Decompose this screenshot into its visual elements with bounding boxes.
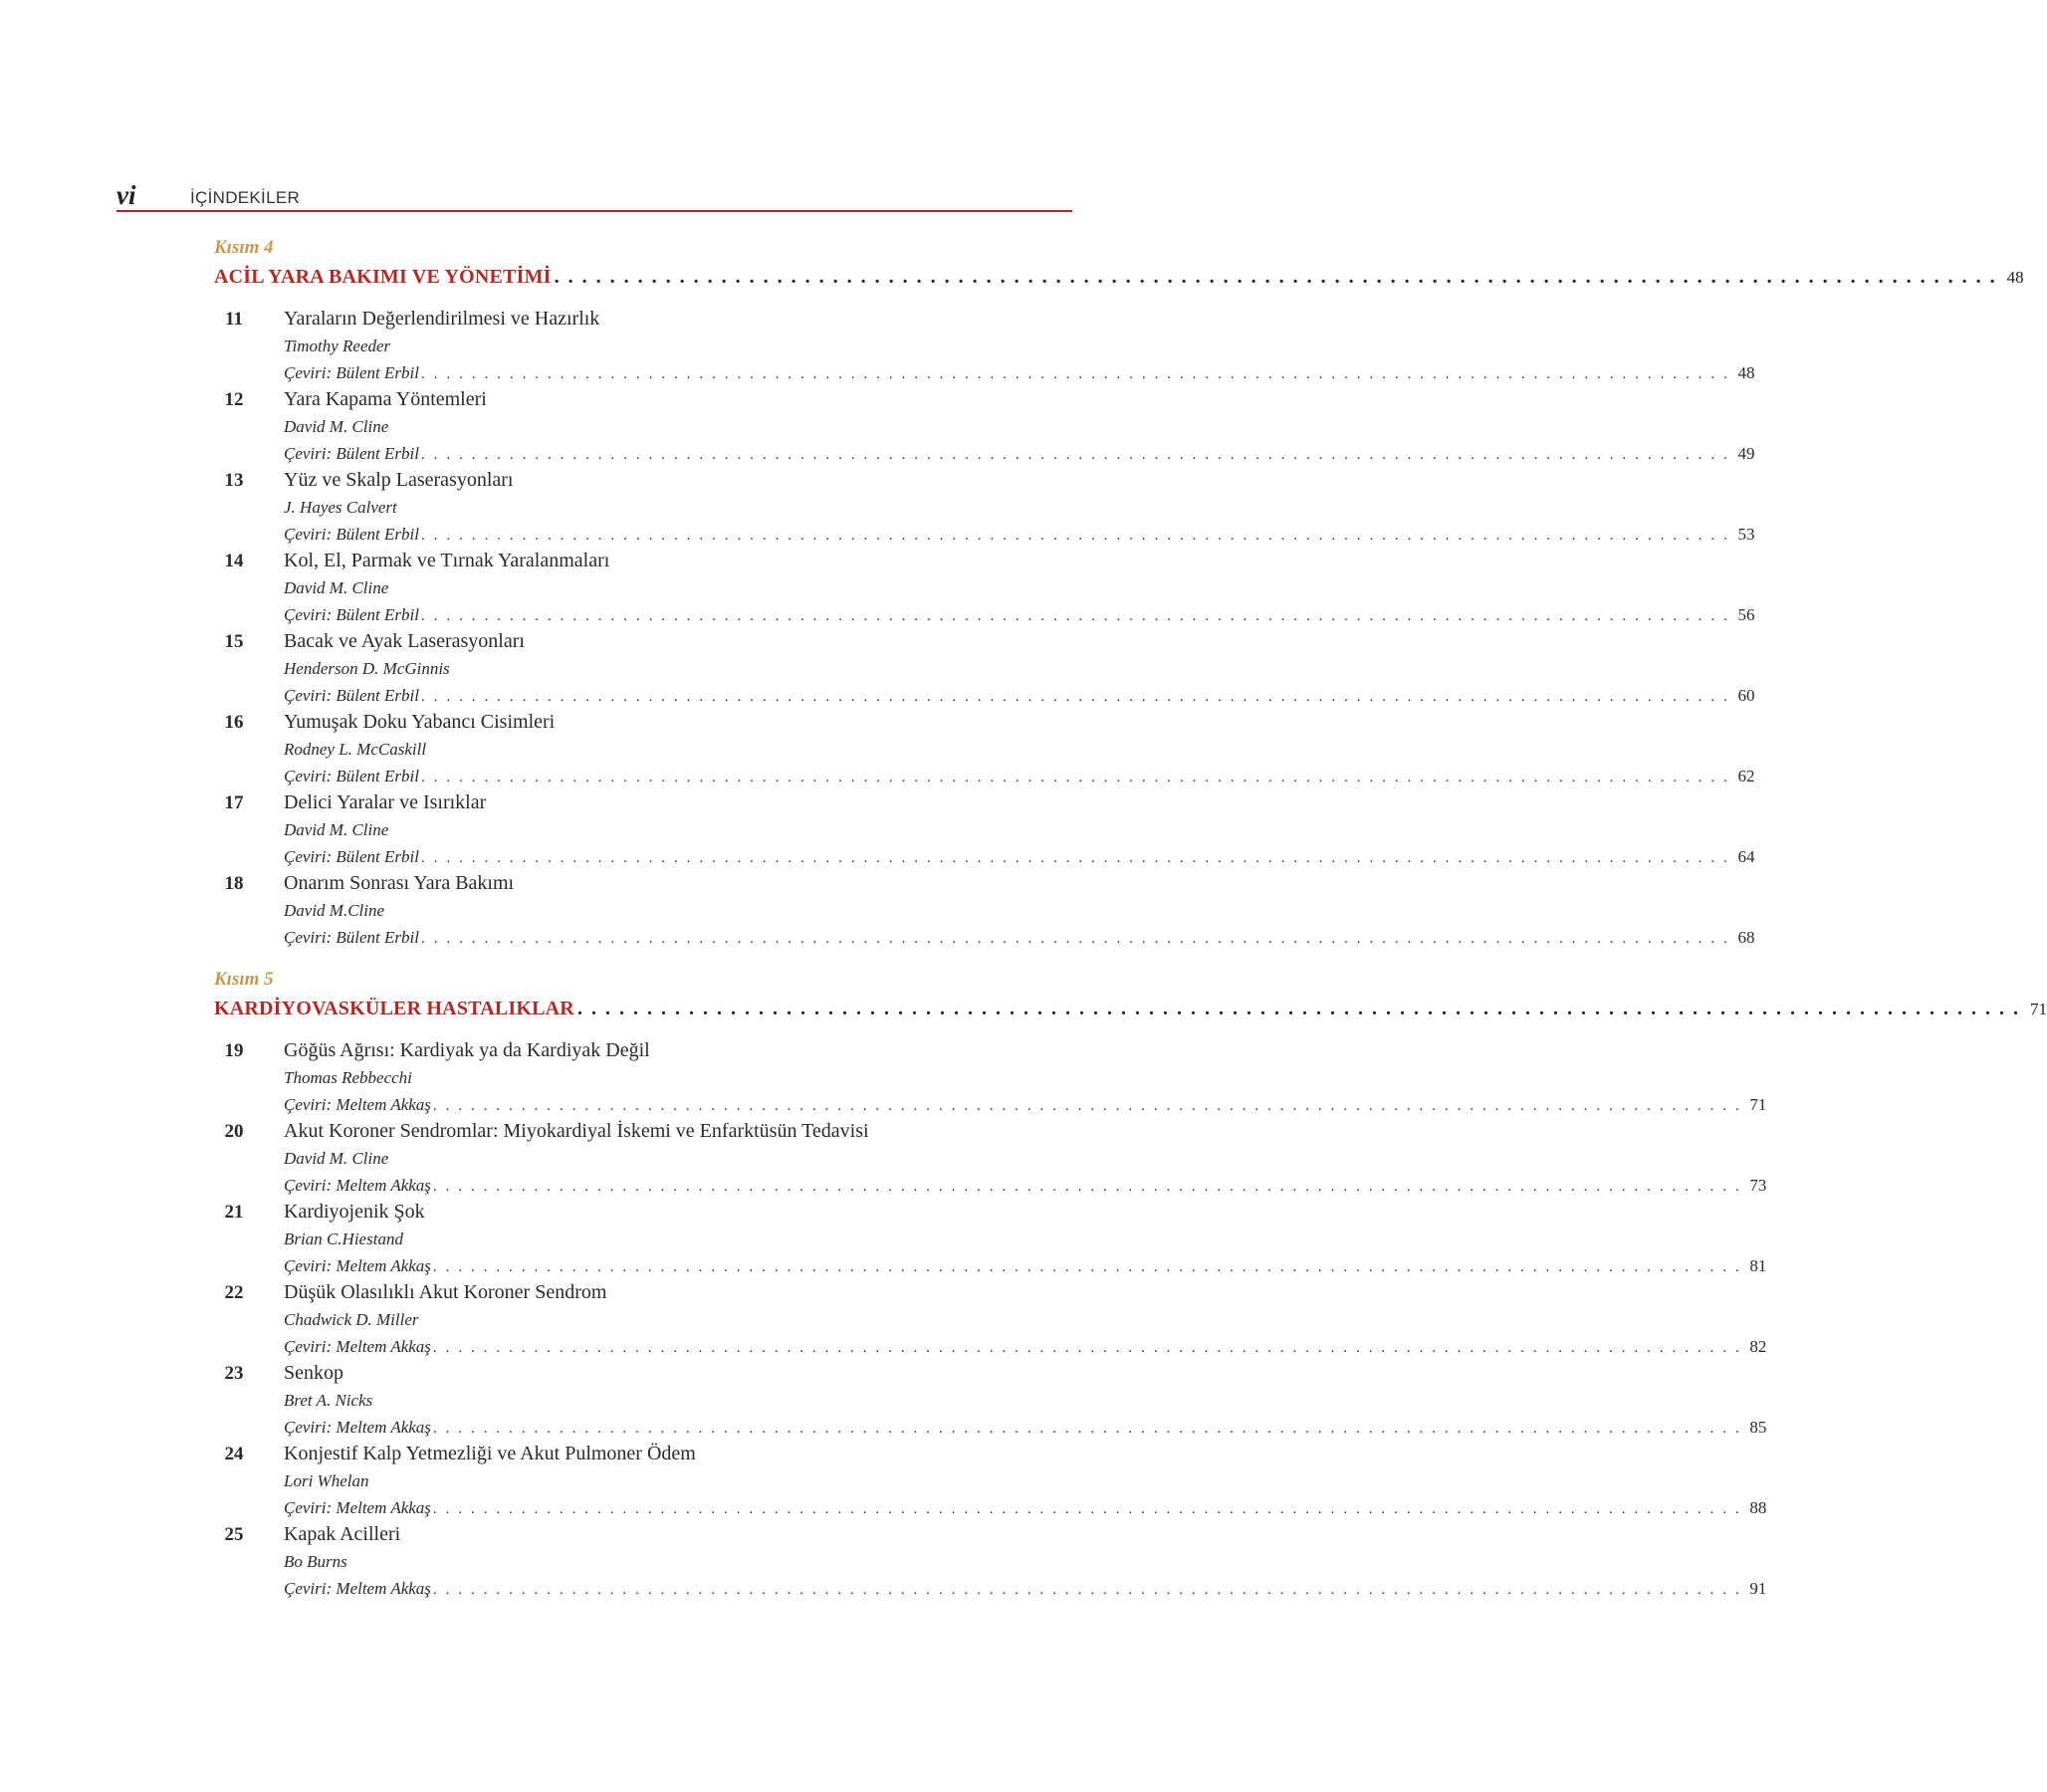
dot-leader: . . . . . . . . . . . . . . . . . . . . . . . . . . . . . . . . . . . . . . . . . . . . . . . . . . . . . . . . . . . . . . . . . . . . . . . . . . . . . . . . . . . . . . . . . . . . . . . . . . . . . . . . xyxy=(554,266,1997,288)
chapter-translator-row xyxy=(284,440,1755,467)
chapter-list xyxy=(214,1037,1767,1602)
toc-chapter-entry[interactable] xyxy=(214,386,1755,467)
chapter-translator-row xyxy=(284,1172,1767,1199)
toc-chapter-entry[interactable] xyxy=(214,789,1755,870)
dot-leader: . . . . . . . . . . . . . . . . . . . . . . . . . . . . . . . . . . . . . . . . . . . . . . . . . . . . . . . . . . . . . . . . . . . . . . . . . . . . . . . . . . . . . . . . . . . . . . . . . . . . . . . . xyxy=(420,770,1730,785)
chapter-body xyxy=(284,870,1755,951)
chapter-title: Yüz ve Skalp Laserasyonları xyxy=(284,469,514,491)
chapter-translator: Çeviri: Bülent Erbil xyxy=(284,525,419,544)
chapter-translator: Çeviri: Meltem Akkaş xyxy=(284,1579,431,1598)
part-title: ACİL YARA BAKIMI VE YÖNETİMİ xyxy=(214,266,552,288)
chapter-number: 12 xyxy=(224,389,244,410)
chapter-translator: Çeviri: Meltem Akkaş xyxy=(284,1095,431,1114)
chapter-number: 19 xyxy=(224,1040,244,1061)
chapter-translator: Çeviri: Bülent Erbil xyxy=(284,444,419,463)
toc-chapter-entry[interactable] xyxy=(214,1279,1767,1360)
toc-chapter-entry[interactable] xyxy=(214,709,1755,789)
table-of-contents xyxy=(214,234,2047,1602)
chapter-body xyxy=(284,1279,1767,1360)
chapter-title: Yumuşak Doku Yabancı Cisimleri xyxy=(284,711,556,733)
chapter-number: 23 xyxy=(224,1363,244,1384)
chapter-translator-row xyxy=(284,1333,1767,1360)
toc-chapter-entry[interactable] xyxy=(214,548,1755,628)
dot-leader: . . . . . . . . . . . . . . . . . . . . . . . . . . . . . . . . . . . . . . . . . . . . . . . . . . . . . . . . . . . . . . . . . . . . . . . . . . . . . . . . . . . . . . . . . . . . . . . . . . . . . . . . xyxy=(432,1340,1742,1356)
toc-chapter-entry[interactable] xyxy=(214,1199,1767,1279)
chapter-number: 20 xyxy=(224,1121,244,1142)
part-label: Kısım 4 xyxy=(214,237,274,258)
chapter-body xyxy=(284,1118,1767,1199)
chapter-author: Rodney L. McCaskill xyxy=(284,740,427,759)
chapter-page-number: 53 xyxy=(1737,525,1755,544)
chapter-translator-row xyxy=(284,763,1755,789)
chapter-translator-row xyxy=(284,843,1755,870)
toc-chapter-entry[interactable] xyxy=(214,1118,1767,1199)
chapter-translator: Çeviri: Bülent Erbil xyxy=(284,605,419,624)
chapter-body xyxy=(284,467,1755,548)
dot-leader: . . . . . . . . . . . . . . . . . . . . . . . . . . . . . . . . . . . . . . . . . . . . . . . . . . . . . . . . . . . . . . . . . . . . . . . . . . . . . . . . . . . . . . . . . . . . . . . . . . . . . . . . xyxy=(576,998,2020,1019)
chapter-translator: Çeviri: Meltem Akkaş xyxy=(284,1256,431,1275)
chapter-page-number: 85 xyxy=(1749,1418,1767,1437)
chapter-body xyxy=(284,386,1755,467)
chapter-body xyxy=(284,789,1755,870)
chapter-number: 17 xyxy=(224,792,244,813)
toc-part xyxy=(214,234,2024,951)
chapter-number: 22 xyxy=(224,1282,244,1303)
chapter-title: Yaraların Değerlendirilmesi ve Hazırlık xyxy=(284,308,600,330)
chapter-page-number: 81 xyxy=(1749,1256,1767,1275)
dot-leader: . . . . . . . . . . . . . . . . . . . . . . . . . . . . . . . . . . . . . . . . . . . . . . . . . . . . . . . . . . . . . . . . . . . . . . . . . . . . . . . . . . . . . . . . . . . . . . . . . . . . . . . . xyxy=(432,1421,1742,1437)
chapter-body xyxy=(284,548,1755,628)
dot-leader: . . . . . . . . . . . . . . . . . . . . . . . . . . . . . . . . . . . . . . . . . . . . . . . . . . . . . . . . . . . . . . . . . . . . . . . . . . . . . . . . . . . . . . . . . . . . . . . . . . . . . . . . xyxy=(432,1259,1742,1275)
chapter-translator-row xyxy=(284,1091,1767,1118)
chapter-translator-row xyxy=(284,1414,1767,1441)
dot-leader: . . . . . . . . . . . . . . . . . . . . . . . . . . . . . . . . . . . . . . . . . . . . . . . . . . . . . . . . . . . . . . . . . . . . . . . . . . . . . . . . . . . . . . . . . . . . . . . . . . . . . . . . xyxy=(420,850,1730,866)
toc-chapter-entry[interactable] xyxy=(214,1360,1767,1441)
part-page-number: 48 xyxy=(2006,268,2024,287)
chapter-number: 18 xyxy=(224,873,244,894)
chapter-number: 21 xyxy=(224,1202,244,1223)
dot-leader: . . . . . . . . . . . . . . . . . . . . . . . . . . . . . . . . . . . . . . . . . . . . . . . . . . . . . . . . . . . . . . . . . . . . . . . . . . . . . . . . . . . . . . . . . . . . . . . . . . . . . . . . xyxy=(432,1098,1742,1114)
chapter-body xyxy=(284,1441,1767,1521)
part-page-number: 71 xyxy=(2029,1000,2047,1018)
chapter-title: Bacak ve Ayak Laserasyonları xyxy=(284,630,525,652)
chapter-title: Yara Kapama Yöntemleri xyxy=(284,388,487,410)
chapter-page-number: 64 xyxy=(1737,847,1755,866)
chapter-translator: Çeviri: Meltem Akkaş xyxy=(284,1176,431,1195)
chapter-number: 14 xyxy=(224,551,244,571)
chapter-author: J. Hayes Calvert xyxy=(284,498,397,517)
chapter-title: Kardiyojenik Şok xyxy=(284,1201,425,1223)
chapter-page-number: 49 xyxy=(1737,444,1755,463)
chapter-number: 24 xyxy=(224,1444,244,1464)
chapter-body xyxy=(284,306,1755,386)
chapter-title: Göğüs Ağrısı: Kardiyak ya da Kardiyak Değil xyxy=(284,1039,650,1061)
chapter-translator: Çeviri: Bülent Erbil xyxy=(284,686,419,705)
part-title: KARDİYOVASKÜLER HASTALIKLAR xyxy=(214,998,574,1019)
chapter-translator-row xyxy=(284,601,1755,628)
chapter-page-number: 48 xyxy=(1737,363,1755,382)
toc-part xyxy=(214,966,2047,1602)
chapter-title: Konjestif Kalp Yetmezliği ve Akut Pulmoner Ödem xyxy=(284,1443,696,1464)
page-folio: vi xyxy=(116,180,136,210)
chapter-title: Delici Yaralar ve Isırıklar xyxy=(284,791,487,813)
chapter-page-number: 82 xyxy=(1749,1337,1767,1356)
chapter-title: Akut Koroner Sendromlar: Miyokardiyal İskemi ve Enfarktüsün Tedavisi xyxy=(284,1120,869,1142)
chapter-author: Thomas Rebbecchi xyxy=(284,1068,412,1087)
chapter-translator: Çeviri: Meltem Akkaş xyxy=(284,1337,431,1356)
toc-chapter-entry[interactable] xyxy=(214,1441,1767,1521)
dot-leader: . . . . . . . . . . . . . . . . . . . . . . . . . . . . . . . . . . . . . . . . . . . . . . . . . . . . . . . . . . . . . . . . . . . . . . . . . . . . . . . . . . . . . . . . . . . . . . . . . . . . . . . . xyxy=(432,1582,1742,1598)
chapter-body xyxy=(284,1199,1767,1279)
chapter-title: Onarım Sonrası Yara Bakımı xyxy=(284,872,515,894)
part-label: Kısım 5 xyxy=(214,969,274,990)
chapter-translator-row xyxy=(284,1252,1767,1279)
chapter-author: Bret A. Nicks xyxy=(284,1391,373,1410)
dot-leader: . . . . . . . . . . . . . . . . . . . . . . . . . . . . . . . . . . . . . . . . . . . . . . . . . . . . . . . . . . . . . . . . . . . . . . . . . . . . . . . . . . . . . . . . . . . . . . . . . . . . . . . . xyxy=(420,528,1730,544)
toc-chapter-entry[interactable] xyxy=(214,306,1755,386)
chapter-author: Timothy Reeder xyxy=(284,336,391,355)
chapter-translator: Çeviri: Bülent Erbil xyxy=(284,767,419,785)
toc-chapter-entry[interactable] xyxy=(214,1037,1767,1118)
chapter-page-number: 62 xyxy=(1737,767,1755,785)
dot-leader: . . . . . . . . . . . . . . . . . . . . . . . . . . . . . . . . . . . . . . . . . . . . . . . . . . . . . . . . . . . . . . . . . . . . . . . . . . . . . . . . . . . . . . . . . . . . . . . . . . . . . . . . xyxy=(432,1179,1742,1195)
running-head xyxy=(116,180,1072,212)
chapter-page-number: 88 xyxy=(1749,1498,1767,1517)
dot-leader: . . . . . . . . . . . . . . . . . . . . . . . . . . . . . . . . . . . . . . . . . . . . . . . . . . . . . . . . . . . . . . . . . . . . . . . . . . . . . . . . . . . . . . . . . . . . . . . . . . . . . . . . xyxy=(420,608,1730,624)
chapter-page-number: 91 xyxy=(1749,1579,1767,1598)
chapter-title: Senkop xyxy=(284,1362,343,1384)
chapter-number: 13 xyxy=(224,470,244,491)
chapter-translator-row xyxy=(284,359,1755,386)
dot-leader: . . . . . . . . . . . . . . . . . . . . . . . . . . . . . . . . . . . . . . . . . . . . . . . . . . . . . . . . . . . . . . . . . . . . . . . . . . . . . . . . . . . . . . . . . . . . . . . . . . . . . . . . xyxy=(432,1501,1742,1517)
chapter-author: Brian C.Hiestand xyxy=(284,1230,403,1248)
chapter-author: Lori Whelan xyxy=(284,1471,369,1490)
chapter-translator-row xyxy=(284,682,1755,709)
chapter-title: Kol, El, Parmak ve Tırnak Yaralanmaları xyxy=(284,550,610,571)
chapter-translator-row xyxy=(284,1494,1767,1521)
dot-leader: . . . . . . . . . . . . . . . . . . . . . . . . . . . . . . . . . . . . . . . . . . . . . . . . . . . . . . . . . . . . . . . . . . . . . . . . . . . . . . . . . . . . . . . . . . . . . . . . . . . . . . . . xyxy=(420,689,1730,705)
part-title-row[interactable] xyxy=(214,994,2047,1023)
chapter-body xyxy=(284,1521,1767,1602)
chapter-page-number: 71 xyxy=(1749,1095,1767,1114)
chapter-translator: Çeviri: Meltem Akkaş xyxy=(284,1418,431,1437)
chapter-number: 15 xyxy=(224,631,244,652)
chapter-author: David M. Cline xyxy=(284,1149,389,1168)
toc-chapter-entry[interactable] xyxy=(214,467,1755,548)
running-head-title: İÇİNDEKİLER xyxy=(190,188,301,207)
chapter-number: 11 xyxy=(225,309,243,330)
chapter-author: Chadwick D. Miller xyxy=(284,1310,419,1329)
chapter-number: 25 xyxy=(224,1524,244,1545)
chapter-author: David M. Cline xyxy=(284,820,389,839)
chapter-page-number: 60 xyxy=(1737,686,1755,705)
chapter-body xyxy=(284,709,1755,789)
dot-leader: . . . . . . . . . . . . . . . . . . . . . . . . . . . . . . . . . . . . . . . . . . . . . . . . . . . . . . . . . . . . . . . . . . . . . . . . . . . . . . . . . . . . . . . . . . . . . . . . . . . . . . . . xyxy=(420,366,1730,382)
chapter-body xyxy=(284,1037,1767,1118)
chapter-title: Kapak Acilleri xyxy=(284,1523,401,1545)
toc-chapter-entry[interactable] xyxy=(214,628,1755,709)
chapter-translator-row xyxy=(284,924,1755,951)
part-title-row[interactable] xyxy=(214,262,2024,292)
chapter-author: David M. Cline xyxy=(284,417,389,436)
chapter-author: David M. Cline xyxy=(284,578,389,597)
chapter-translator: Çeviri: Meltem Akkaş xyxy=(284,1498,431,1517)
chapter-page-number: 68 xyxy=(1737,928,1755,947)
dot-leader: . . . . . . . . . . . . . . . . . . . . . . . . . . . . . . . . . . . . . . . . . . . . . . . . . . . . . . . . . . . . . . . . . . . . . . . . . . . . . . . . . . . . . . . . . . . . . . . . . . . . . . . . xyxy=(420,931,1730,947)
chapter-author: Bo Burns xyxy=(284,1552,347,1571)
chapter-author: David M.Cline xyxy=(284,901,385,920)
chapter-page-number: 56 xyxy=(1737,605,1755,624)
chapter-translator: Çeviri: Bülent Erbil xyxy=(284,928,419,947)
chapter-page-number: 73 xyxy=(1749,1176,1767,1195)
chapter-number: 16 xyxy=(224,712,244,733)
chapter-translator: Çeviri: Bülent Erbil xyxy=(284,847,419,866)
chapter-body xyxy=(284,1360,1767,1441)
toc-chapter-entry[interactable] xyxy=(214,1521,1767,1602)
header-rule xyxy=(116,210,1072,212)
dot-leader: . . . . . . . . . . . . . . . . . . . . . . . . . . . . . . . . . . . . . . . . . . . . . . . . . . . . . . . . . . . . . . . . . . . . . . . . . . . . . . . . . . . . . . . . . . . . . . . . . . . . . . . . xyxy=(420,447,1730,463)
chapter-translator: Çeviri: Bülent Erbil xyxy=(284,363,419,382)
chapter-translator-row xyxy=(284,1575,1767,1602)
chapter-translator-row xyxy=(284,521,1755,548)
chapter-list xyxy=(214,306,1755,951)
toc-chapter-entry[interactable] xyxy=(214,870,1755,951)
chapter-author: Henderson D. McGinnis xyxy=(284,659,450,678)
chapter-title: Düşük Olasılıklı Akut Koroner Sendrom xyxy=(284,1281,607,1303)
chapter-body xyxy=(284,628,1755,709)
